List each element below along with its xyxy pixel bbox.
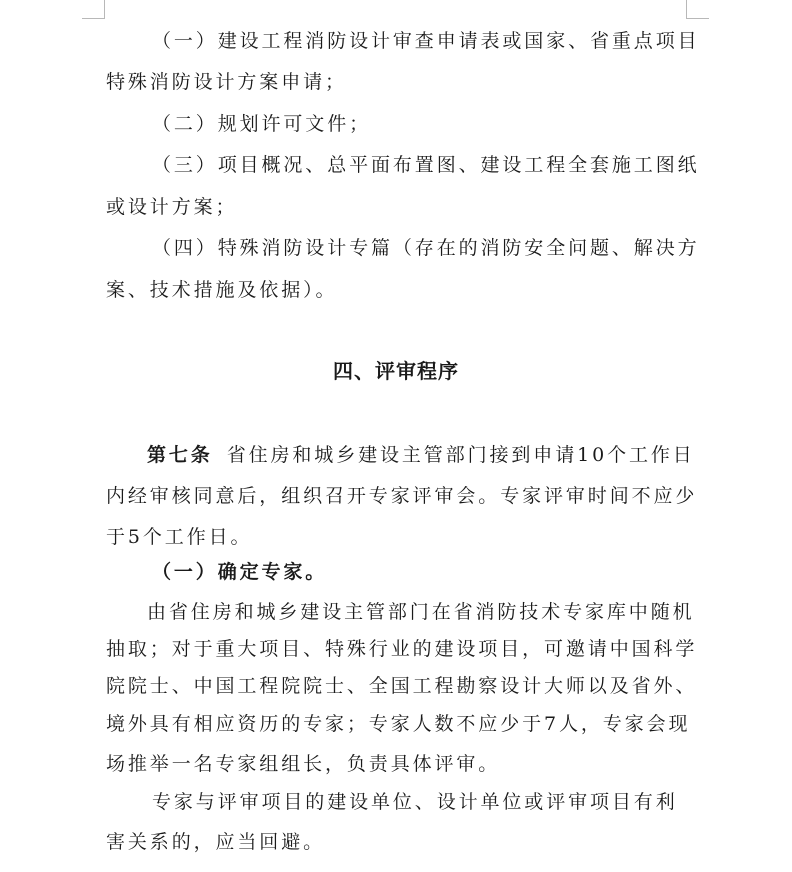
article-7-line-2: 内经审核同意后，组织召开专家评审会。专家评审时间不应少	[106, 485, 698, 507]
paragraph-1-line-3: 院院士、中国工程院院士、全国工程勘察设计大师以及省外、	[106, 675, 698, 697]
item-1-line-2: 特殊消防设计方案申请；	[106, 71, 347, 93]
item-4-line-1: （四）特殊消防设计专篇（存在的消防安全问题、解决方	[152, 237, 700, 259]
article-7-line-1	[147, 443, 695, 467]
paragraph-2-line-2: 害关系的，应当回避。	[106, 831, 326, 853]
article-7-line-3: 于5个工作日。	[106, 526, 253, 548]
article-7-text: 省住房和城乡建设主管部门接到申请10个工作日	[226, 444, 695, 466]
item-4-line-2: 案、技术措施及依据）。	[106, 279, 338, 301]
paragraph-1-line-4: 境外具有相应资历的专家；专家人数不应少于7人，专家会现	[106, 713, 691, 735]
section-heading: 四、评审程序	[333, 359, 459, 383]
page-corner-mark-left	[82, 0, 105, 19]
item-1-line-1: （一）建设工程消防设计审查申请表或国家、省重点项目	[152, 30, 700, 52]
article-7-label: 第七条	[147, 444, 213, 466]
paragraph-2-line-1: 专家与评审项目的建设单位、设计单位或评审项目有利	[152, 791, 678, 813]
paragraph-1-line-5: 场推举一名专家组组长，负责具体评审。	[106, 753, 501, 775]
item-3-line-2: 或设计方案；	[106, 196, 238, 218]
paragraph-1-line-2: 抽取；对于重大项目、特殊行业的建设项目，可邀请中国科学	[106, 638, 698, 660]
page-corner-mark-right	[686, 0, 709, 19]
item-3-line-1: （三）项目概况、总平面布置图、建设工程全套施工图纸	[152, 154, 700, 176]
subsection-1-heading: （一）确定专家。	[152, 561, 328, 583]
item-2: （二）规划许可文件；	[152, 113, 372, 135]
paragraph-1-line-1: 由省住房和城乡建设主管部门在省消防技术专家库中随机	[147, 601, 695, 623]
